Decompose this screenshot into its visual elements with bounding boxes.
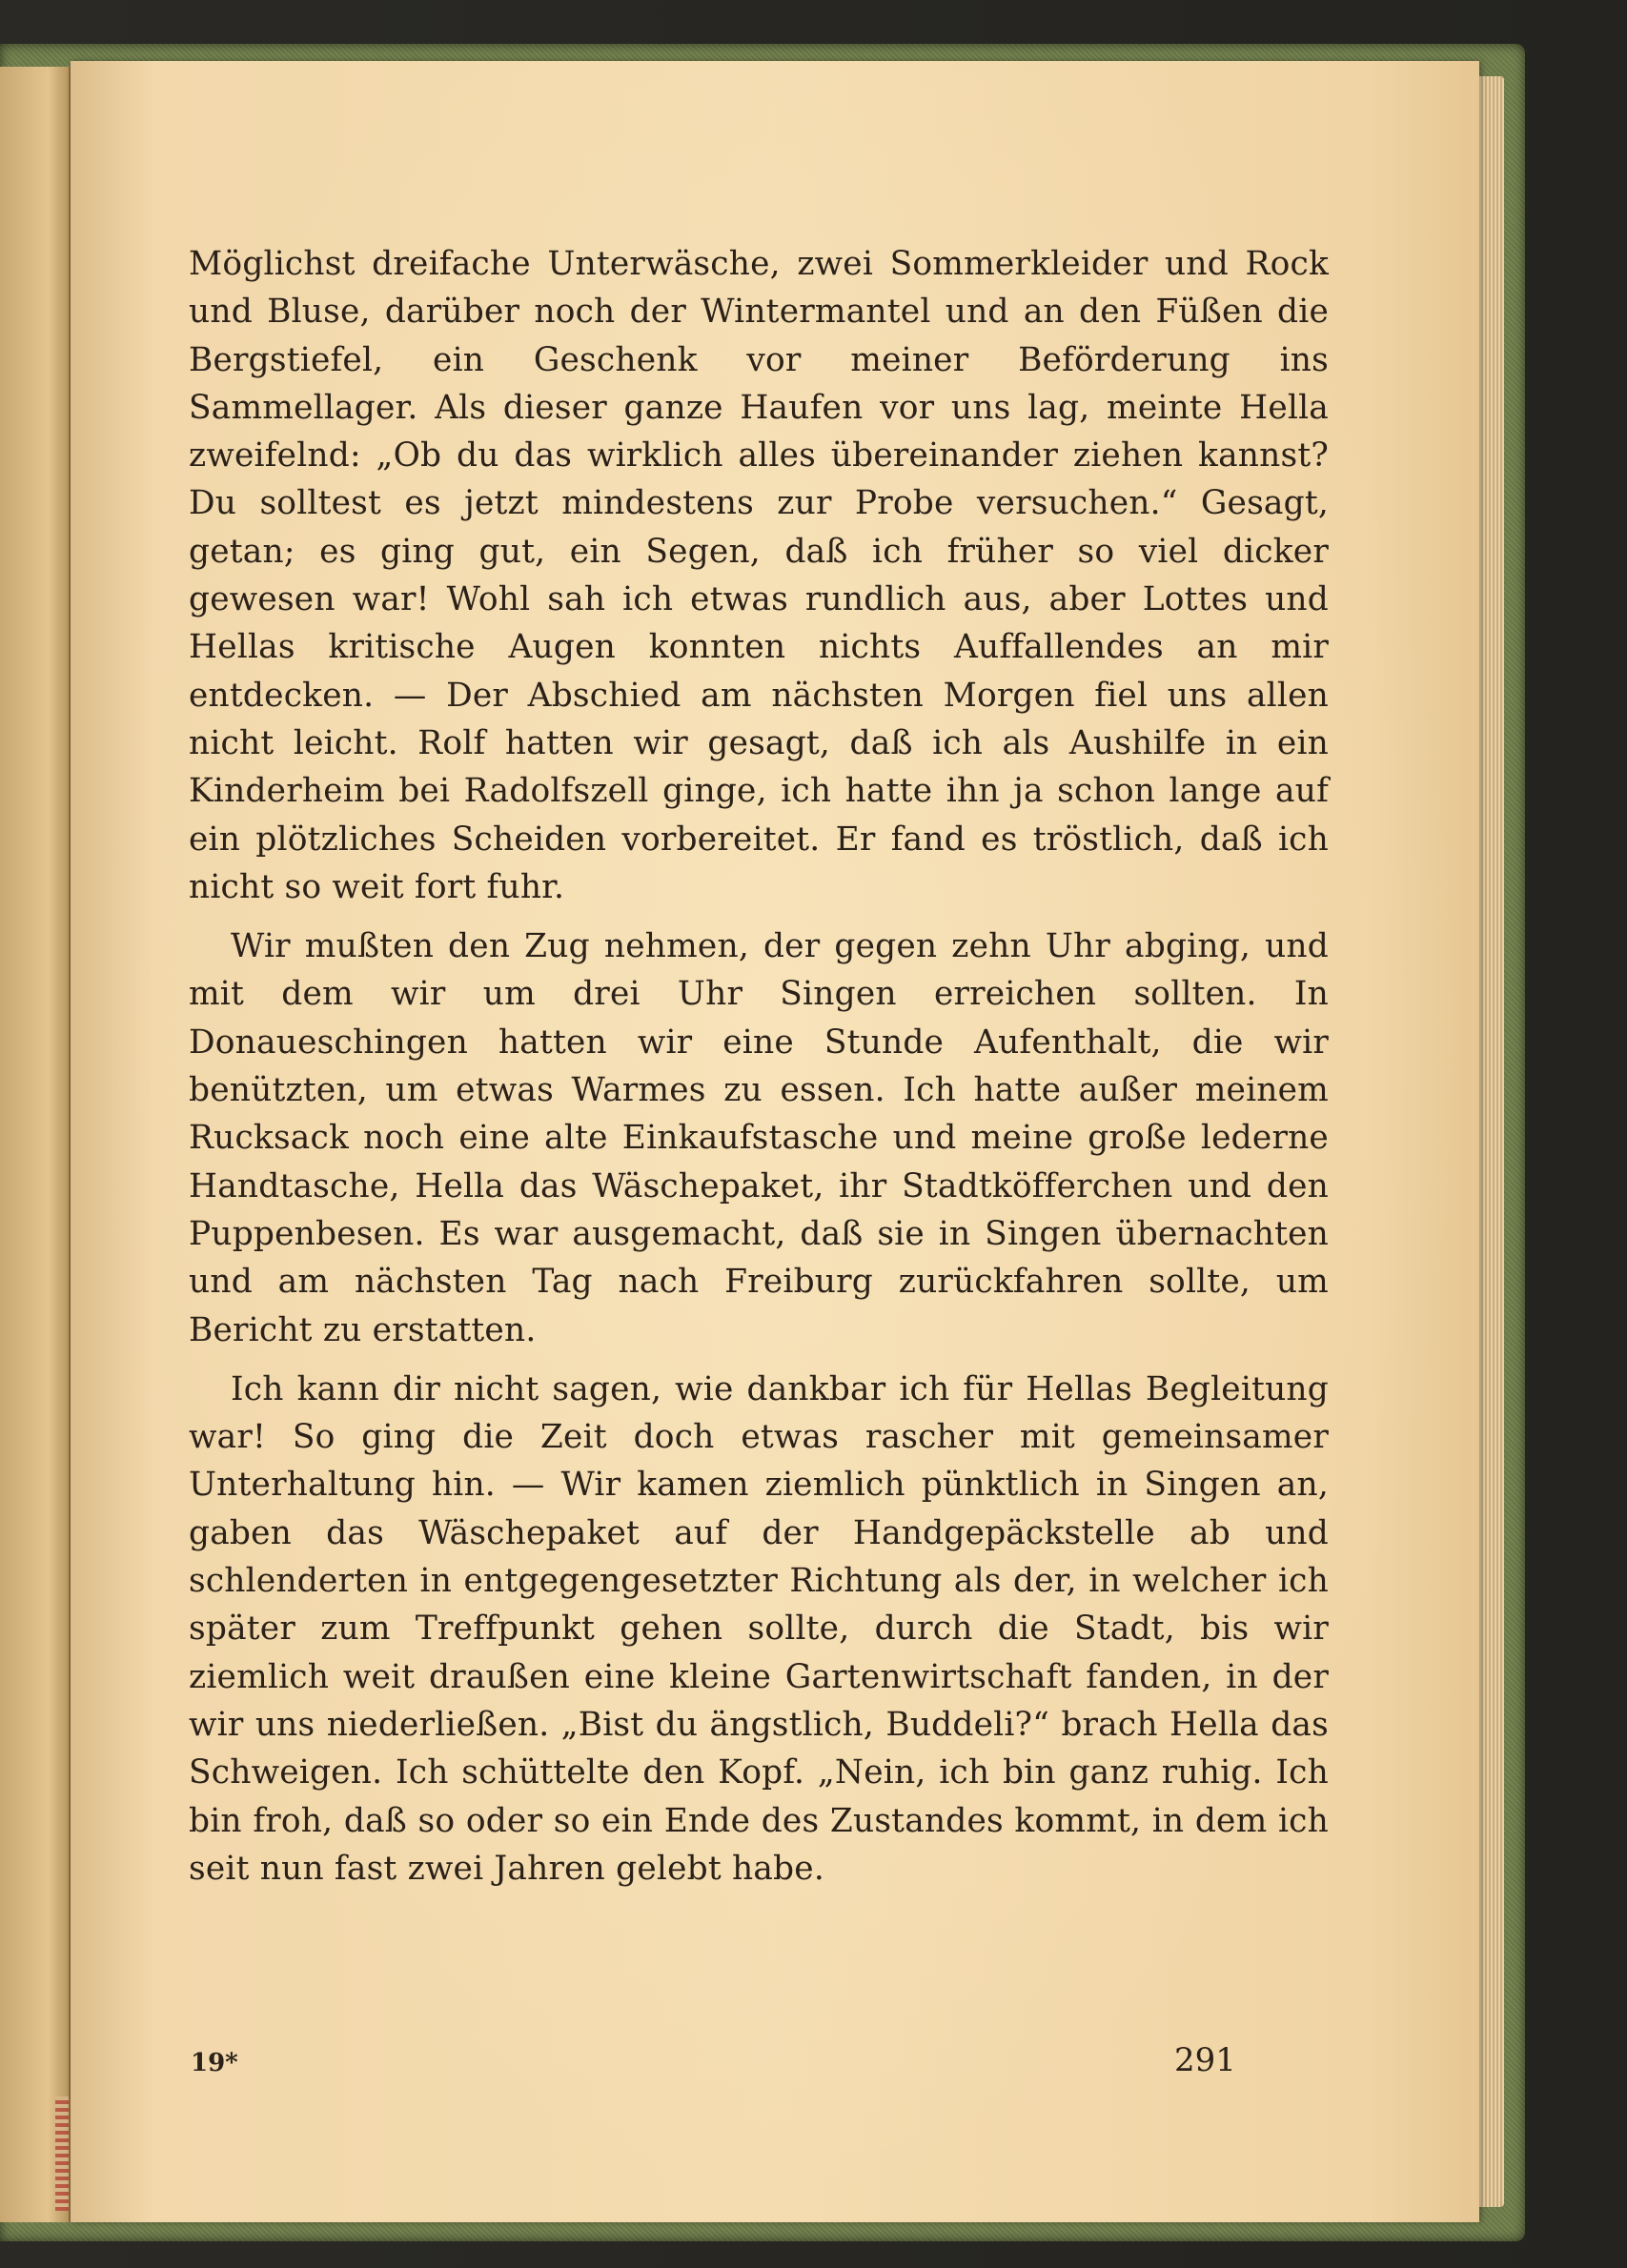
binding-thread: [55, 2096, 69, 2211]
page-edges: [1479, 76, 1504, 2207]
left-page-edge: [0, 67, 71, 2222]
page-number: 291: [1174, 2041, 1236, 2079]
book-page: [71, 61, 1479, 2222]
body-text: [189, 240, 1329, 1893]
paragraph-2: Wir mußten den Zug nehmen, der gegen zehn Uhr abging, und mit dem wir um drei Uhr Singen erreichen sollten. In Donaueschingen hatten wir eine Stunde Aufenthalt, die wir benützten, um etwas Warmes zu essen. Ich hatte außer meinem Rucksack noch eine alte Einkaufstasche und meine große lederne Handtasche, Hella das Wäschepaket, ihr Stadtköfferchen und den Puppenbesen. Es war ausgemacht, daß sie in Singen übernachten und am nächsten Tag nach Freiburg zurückfahren sollte, um Bericht zu erstatten.: [189, 927, 1329, 1349]
paragraph-3: Ich kann dir nicht sagen, wie dankbar ich für Hellas Begleitung war! So ging die Zeit doch etwas rascher mit gemeinsamer Unterhaltung hin. — Wir kamen ziemlich pünktlich in Singen an, gaben das Wäschepaket auf der Handgepäckstelle ab und schlenderten in entgegengesetzter Richtung als der, in welcher ich später zum Treffpunkt gehen sollte, durch die Stadt, bis wir ziemlich weit draußen eine kleine Gartenwirtschaft fanden, in der wir uns niederließen. „Bist du ängstlich, Buddeli?“ brach Hella das Schweigen. Ich schüttelte den Kopf. „Nein, ich bin ganz ruhig. Ich bin froh, daß so oder so ein Ende des Zustandes kommt, in dem ich seit nun fast zwei Jahren gelebt habe.: [189, 1369, 1329, 1888]
signature-mark: 19*: [191, 2049, 238, 2077]
paragraph-1: Möglichst dreifache Unterwäsche, zwei Sommerkleider und Rock und Bluse, darüber noch der Wintermantel und an den Füßen die Bergstiefel, ein Geschenk vor meiner Beförderung ins Sammellager. Als dieser ganze Haufen vor uns lag, meinte Hella zweifelnd: „Ob du das wirklich alles übereinander ziehen kannst? Du solltest es jetzt mindestens zur Probe versuchen.“ Gesagt, getan; es ging gut, ein Segen, daß ich früher so viel dicker gewesen war! Wohl sah ich etwas rundlich aus, aber Lottes und Hellas kritische Augen konnten nichts Auffallendes an mir entdecken. — Der Abschied am nächsten Morgen fiel uns allen nicht leicht. Rolf hatten wir gesagt, daß ich als Aushilfe in ein Kinderheim bei Radolfszell ginge, ich hatte ihn ja schon lange auf ein plötzliches Scheiden vorbereitet. Er fand es tröstlich, daß ich nicht so weit fort fuhr.: [189, 245, 1329, 906]
